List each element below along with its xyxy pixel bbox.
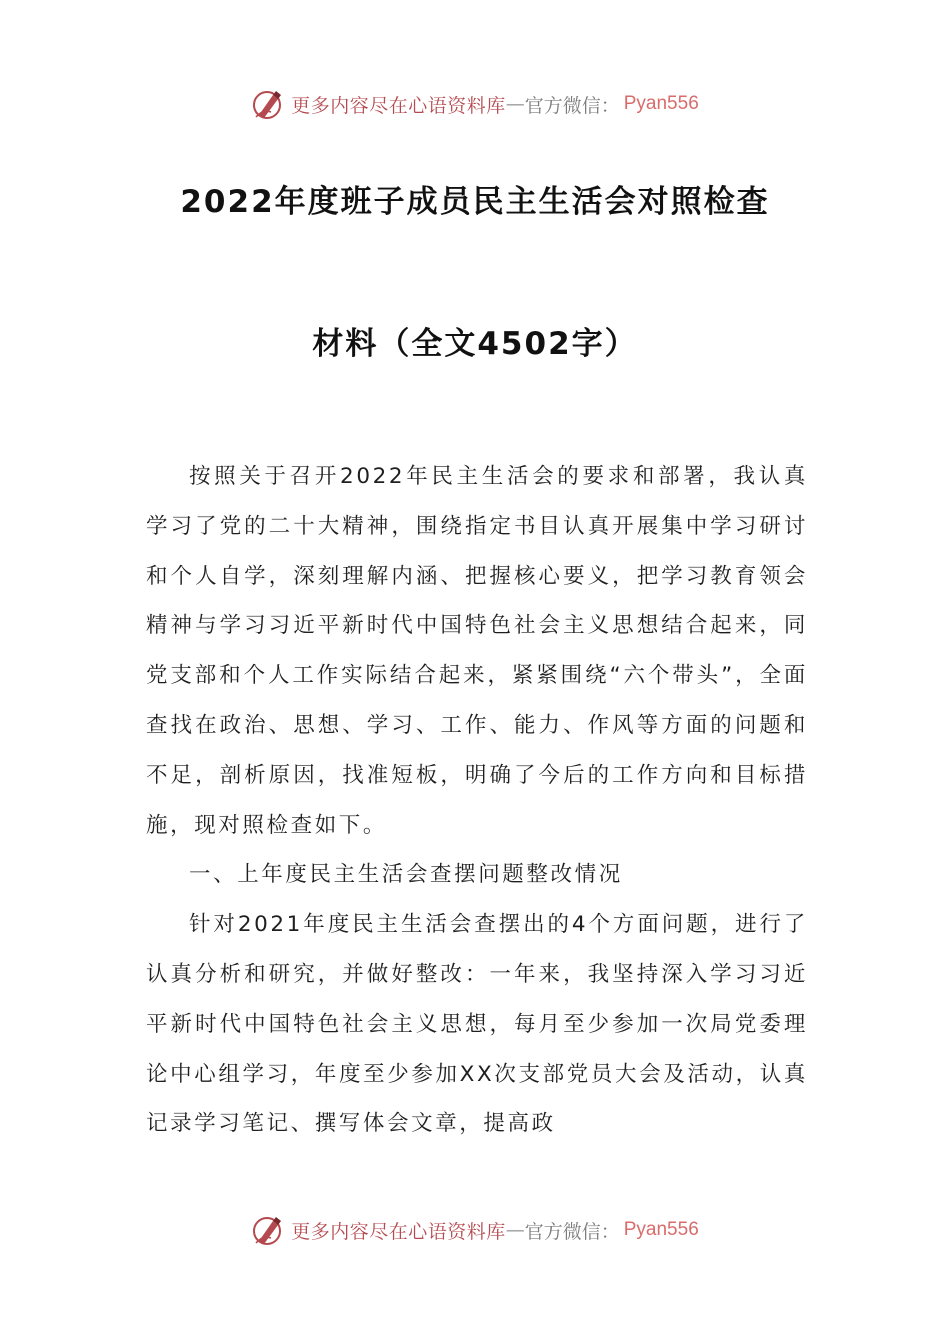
banner-dash: — [505,93,525,115]
footer-banner [0,1210,950,1250]
intro-paragraph: 按照关于召开2022年民主生活会的要求和部署，我认真学习了党的二十大精神，围绕指定书目认真开展集中学习研讨和个人自学，深刻理解内涵、把握核心要义，把学习教育领会精神与学习习近平新时代中国特色社会主义思想结合起来，同党支部和个人工作实际结合起来，紧紧围绕“六个带头”，全面查找在政治、思想、学习、工作、能力、作风等方面的问题和不足，剖析原因，找准短板，明确了今后的工作方向和目标措施，现对照检查如下。 [146,464,808,838]
document-body [146,452,808,1149]
pen-logo-icon [251,1213,285,1247]
footer-banner-dash: — [505,1219,525,1241]
footer-banner-text: 更多内容尽在心语资料库 [291,1220,506,1243]
header-banner [0,84,950,124]
footer-banner-wechat-label: 官方微信： [524,1220,620,1243]
section-heading: 一、上年度民主生活会查摆问题整改情况 [189,862,623,888]
document-title-line2: 材料（全文4502字） [312,326,638,362]
section-paragraph: 针对2021年度民主生活会查摆出的4个方面问题，进行了认真分析和研究，并做好整改：一年来，我坚持深入学习习近平新时代中国特色社会主义思想，每月至少参加一次局党委理论中心组学习，年度至少参加XX次支部党员大会及活动，认真记录学习笔记、撰写体会文章，提高政 [146,912,808,1137]
banner-wechat-label: 官方微信： [524,94,620,117]
document-title-line1: 2022年度班子成员民主生活会对照检查 [180,184,770,220]
banner-text: 更多内容尽在心语资料库 [291,94,506,117]
banner-wechat-id: Pyan556 [623,93,699,114]
footer-banner-wechat-id: Pyan556 [623,1219,699,1240]
pen-logo-icon [251,87,285,121]
